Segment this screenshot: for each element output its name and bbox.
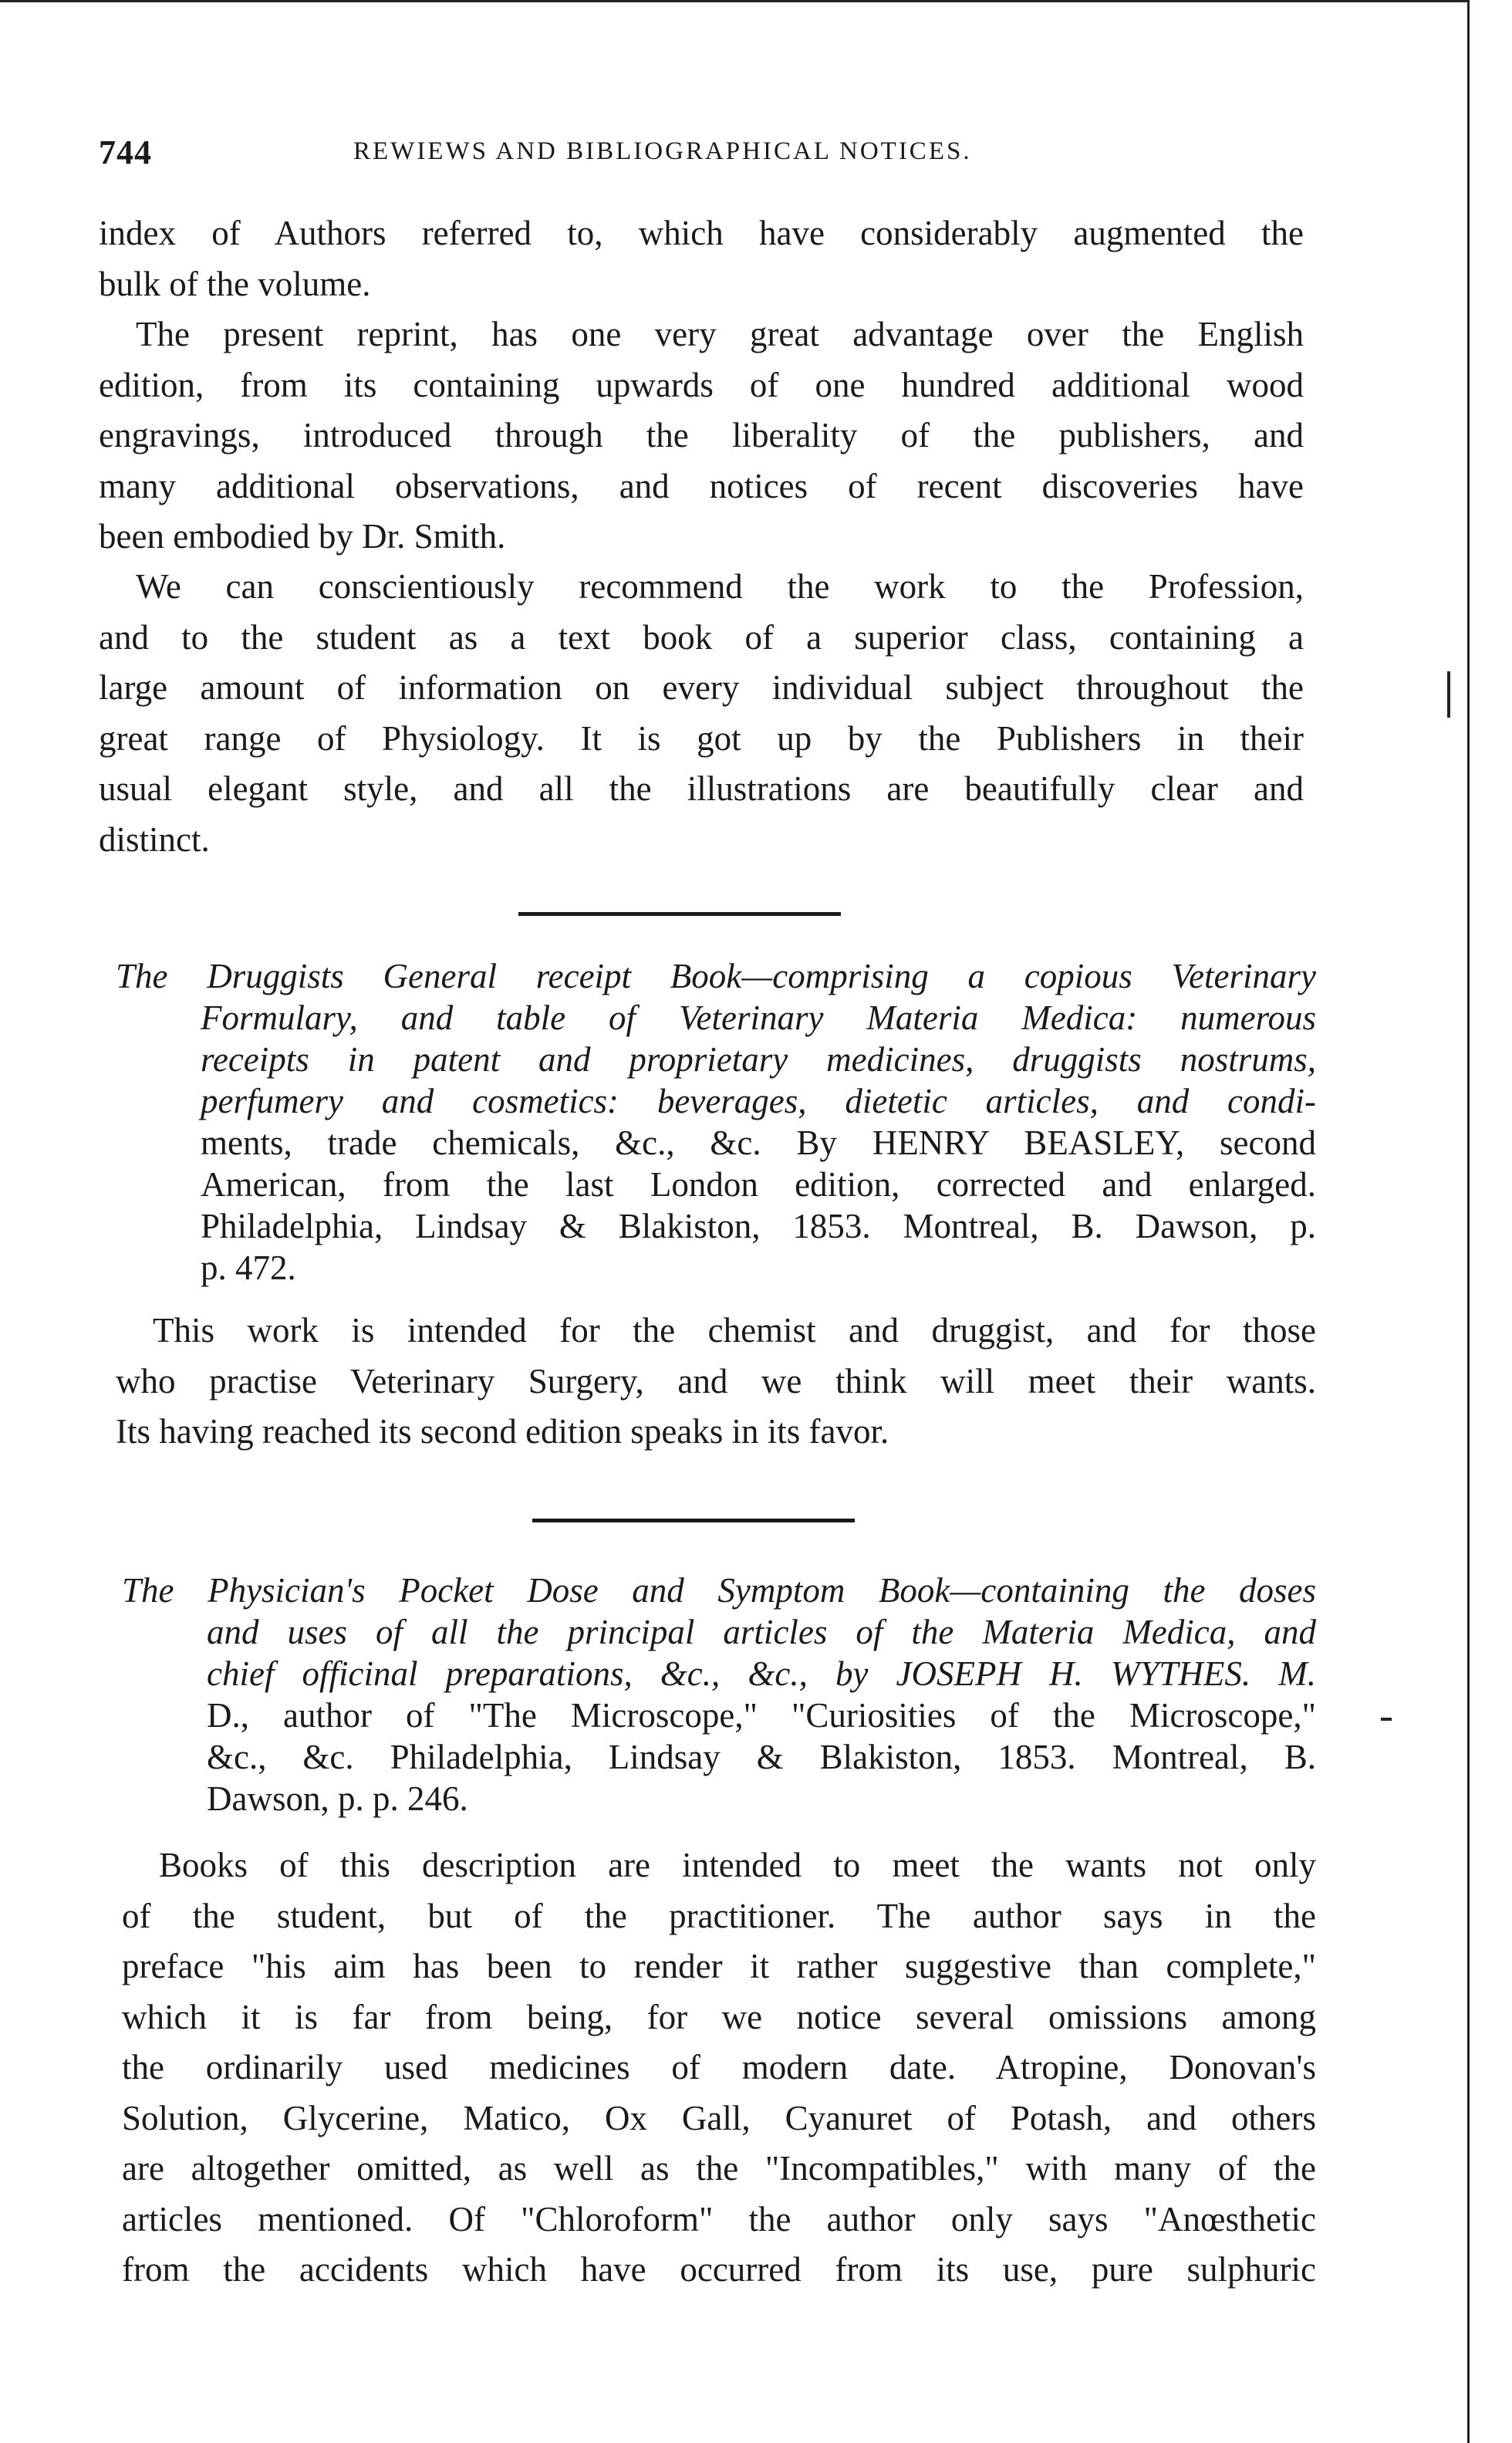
text-line: This work is intended for the chemist and druggist, and for those: [153, 1311, 1316, 1350]
text-line: index of Authors referred to, which have considerably augmented the: [99, 214, 1304, 252]
citation-line: Formulary, and table of Veterinary Materia Medica: numerous: [201, 998, 1316, 1037]
text-line: We can conscientiously recommend the work to the Profession,: [136, 567, 1304, 606]
text-line: are altogether omitted, as well as the "Incompatibles," with many of the: [122, 2149, 1316, 2188]
intro-paragraph-1: [99, 208, 1304, 309]
citation-line: &c., &c. Philadelphia, Lindsay & Blakiston, 1853. Montreal, B.: [207, 1738, 1316, 1776]
review-2-citation: [122, 1570, 1316, 1820]
intro-paragraph-2: [99, 309, 1304, 563]
page-number: 744: [99, 133, 152, 171]
citation-line: Philadelphia, Lindsay & Blakiston, 1853. Montreal, B. Dawson, p.: [201, 1207, 1316, 1245]
text-line: and to the student as a text book of a superior class, containing a: [99, 617, 1304, 657]
intro-paragraph-3: [99, 562, 1304, 865]
text-line: great range of Physiology. It is got up by the Publishers in their: [99, 718, 1304, 758]
text-line: Books of this description are intended to meet the wants not only: [159, 1846, 1316, 1884]
citation-line: ments, trade chemicals, &c., &c. By HENRY BEASLEY, second: [201, 1124, 1316, 1162]
text-line: of the student, but of the practitioner. The author says in the: [122, 1896, 1316, 1935]
text-line: Its having reached its second edition speaks in its favor.: [116, 1412, 889, 1451]
citation-line: and uses of all the principal articles of the Materia Medica, and: [207, 1613, 1316, 1651]
text-line: been embodied by Dr. Smith.: [99, 517, 506, 556]
citation-line: perfumery and cosmetics: beverages, dietetic articles, and condi-: [201, 1082, 1316, 1120]
text-line: edition, from its containing upwards of one hundred additional wood: [99, 365, 1304, 404]
section-divider-rule: [532, 1519, 855, 1522]
review-2-body: [122, 1840, 1316, 2296]
page-right-border: [1467, 0, 1470, 2443]
text-line: many additional observations, and notices of recent discoveries have: [99, 466, 1304, 505]
citation-line: chief officinal preparations, &c., &c., by JOSEPH H. WYTHES. M.: [207, 1654, 1316, 1693]
text-line: the ordinarily used medicines of modern date. Atropine, Donovan's: [122, 2048, 1316, 2087]
text-line: preface "his aim has been to render it rather suggestive than complete,": [122, 1947, 1316, 1985]
citation-line: receipts in patent and proprietary medicines, druggists nostrums,: [201, 1040, 1316, 1079]
text-line: Solution, Glycerine, Matico, Ox Gall, Cyanuret of Potash, and others: [122, 2098, 1316, 2137]
text-line: who practise Veterinary Surgery, and we think will meet their wants.: [116, 1361, 1316, 1401]
text-line: engravings, introduced through the liberality of the publishers, and: [99, 416, 1304, 454]
running-header: [99, 133, 1318, 179]
text-line: articles mentioned. Of "Chloroform" the author only says "Anœsthetic: [122, 2199, 1316, 2239]
section-divider-rule: [518, 912, 841, 916]
running-title: REWIEWS AND BIBLIOGRAPHICAL NOTICES.: [353, 137, 972, 165]
text-line: which it is far from being, for we notice several omissions among: [122, 1997, 1316, 2036]
citation-line: American, from the last London edition, corrected and enlarged.: [201, 1165, 1316, 1204]
text-line: bulk of the volume.: [99, 264, 371, 303]
text-line: The present reprint, has one very great advantage over the English: [136, 315, 1304, 353]
text-line: large amount of information on every individual subject throughout the: [99, 668, 1304, 707]
text-line: usual elegant style, and all the illustrations are beautifully clear and: [99, 769, 1304, 808]
citation-line: The Druggists General receipt Book—comprising a copious Veterinary: [116, 957, 1316, 995]
review-1-body: [116, 1306, 1316, 1458]
citation-line: D., author of "The Microscope," "Curiosities of the Microscope,": [207, 1696, 1316, 1735]
text-line: distinct.: [99, 819, 210, 859]
margin-tick-mark: [1447, 671, 1450, 718]
margin-dash-mark: [1381, 1718, 1392, 1721]
page-top-border: [0, 0, 1470, 2]
citation-line: Dawson, p. p. 246.: [207, 1779, 468, 1818]
text-line: from the accidents which have occurred from its use, pure sulphuric: [122, 2250, 1316, 2289]
citation-line: p. 472.: [201, 1249, 296, 1287]
citation-line: The Physician's Pocket Dose and Symptom Book—containing the doses: [122, 1571, 1316, 1610]
review-1-citation: [116, 955, 1316, 1289]
